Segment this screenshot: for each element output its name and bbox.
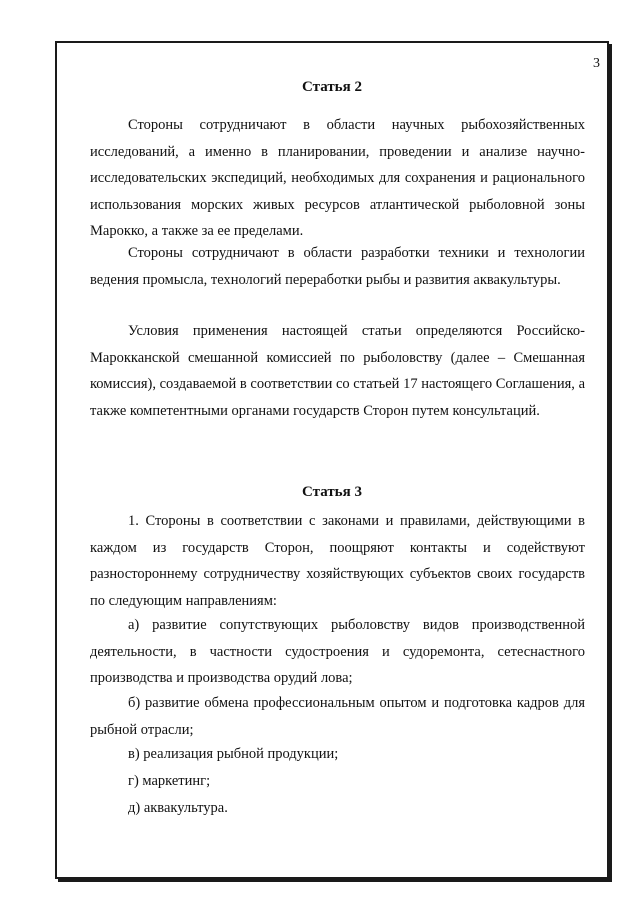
article-3-item-e: д) аквакультура. bbox=[128, 800, 228, 816]
article-2-paragraph-3: Условия применения настоящей статьи определяются Российско-Марокканской смешанной комиссией по рыболовству (далее – Смешанная комиссия), создаваемой в соответствии со статьей 17 настоящего Соглашения, а также компетентными органами государств Сторон путем консультаций. bbox=[90, 323, 585, 419]
page-number: 3 bbox=[593, 56, 600, 71]
article-2-title: Статья 2 bbox=[302, 79, 362, 95]
article-2-paragraph-1: Стороны сотрудничают в области научных рыбохозяйственных исследований, а именно в планировании, проведении и анализе научно-исследовательских экспедиций, необходимых для сохранения и рационального использования морских живых ресурсов атлантической рыболовной зоны Марокко, а также за ее пределами. bbox=[90, 117, 585, 239]
article-3-item-d: г) маркетинг; bbox=[128, 773, 211, 789]
article-3-item-a: а) развитие сопутствующих рыболовству видов производственной деятельности, в частности судостроения и судоремонта, сетеснастного производства и производства орудий лова; bbox=[90, 617, 585, 686]
article-3-item-c: в) реализация рыбной продукции; bbox=[128, 746, 339, 762]
article-3-item-b: б) развитие обмена профессиональным опытом и подготовка кадров для рыбной отрасли; bbox=[90, 695, 585, 738]
article-3-intro: 1. Стороны в соответствии с законами и правилами, действующими в каждом из государств Сторон, поощряют контакты и содействуют разностороннему сотрудничеству хозяйствующих субъектов своих государств по следующим направлениям: bbox=[90, 513, 585, 609]
article-2-paragraph-2: Стороны сотрудничают в области разработки техники и технологии ведения промысла, технологий переработки рыбы и развития аквакультуры. bbox=[90, 245, 585, 288]
article-3-title: Статья 3 bbox=[302, 484, 362, 500]
